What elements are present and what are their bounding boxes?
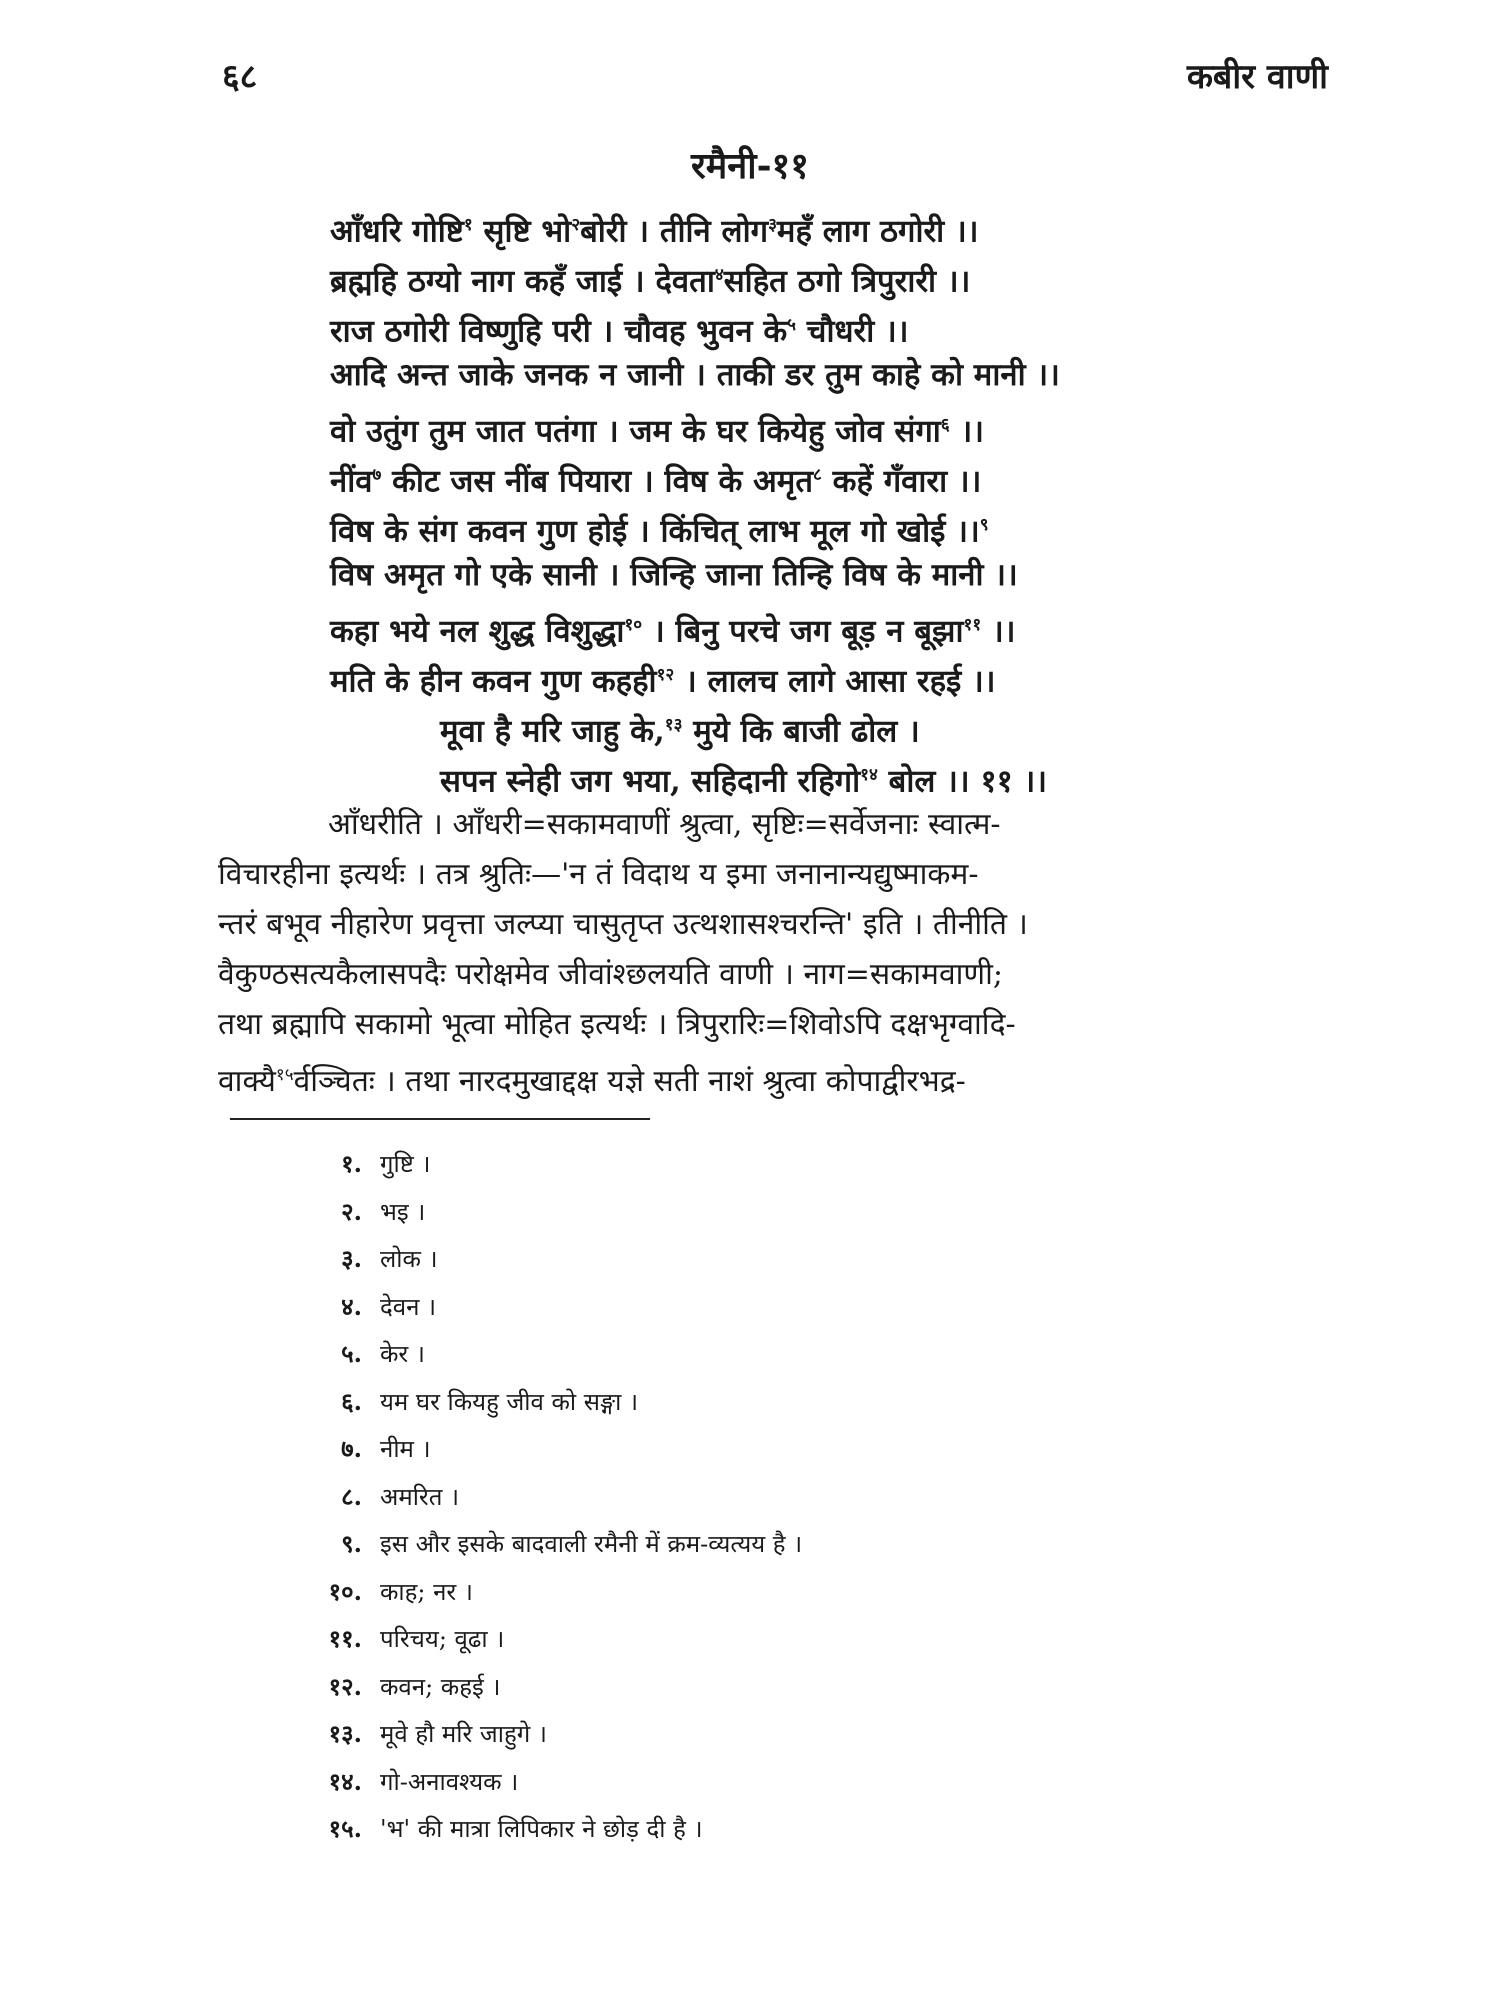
commentary-line: न्तरं बभूव नीहारेण प्रवृत्ता जल्प्या चासुतृप्त उत्थशासश्चरन्ति' इति । तीनीति । [218,907,1028,942]
footnote-item: ४. देवन । [341,1291,437,1321]
verse-block [330,200,1230,700]
commentary-line: वाक्यै$^{१५}$र्वञ्चितः । तथा नारदमुखाद्दक्ष यज्ञे सती नाशं श्रुत्वा कोपाद्वीरभद्र- [218,1064,966,1099]
footnote-item: ९. इस और इसके बादवाली रमैनी में क्रम-व्यत्यय है । [341,1529,803,1558]
verse-line: वो उतुंग तुम जात पतंगा । जम के घर कियेहु जोव संगा$^६$ ।। [330,413,984,450]
footnote-item: १२. कवन; कहई । [328,1671,501,1701]
commentary-line: वैकुण्ठसत्यकैलासपदैः परोक्षमेव जीवांश्छलयति वाणी । नाग=सकामवाणी; [218,957,1003,992]
footnote-item: २. भइ । [341,1196,426,1226]
running-head: कबीर वाणी [1186,57,1328,97]
footnote-item: १४. गो-अनावश्यक । [328,1766,519,1796]
footnote-item: १३. मूवे हौ मरि जाहुगे । [328,1719,547,1748]
page-number: ६८ [222,57,258,97]
commentary-line: आँधरीति । आँधरी=सकामवाणीं श्रुत्वा, सृष्टिः=सर्वेजनाः स्वात्म- [328,807,1001,842]
verse-line: आदि अन्त जाके जनक न जानी । ताकी डर तुम काहे को मानी ।। [330,357,1060,393]
doha-line: मूवा है मरि जाहु के,$^{१३}$ मुये कि बाजी ढोल । [440,713,920,750]
verse-line: राज ठगोरी विष्णुहि परी । चौवह भुवन के$^५$ चौधरी ।। [330,313,909,350]
footnote-item: १५. 'भ' की मात्रा लिपिकार ने छोड़ दी है । [328,1814,703,1843]
footnote-item: ७. नीम । [341,1434,431,1463]
doha-block [440,700,1240,800]
verse-line: विष के संग कवन गुण होई । किंचित् लाभ मूल गो खोई ।।$^९$ [330,513,989,550]
footnote-item: ६. यम घर कियहु जीव को सङ्गा । [341,1386,639,1416]
footnote-item: ३. लोक । [341,1244,438,1273]
footnote-item: ५. केर । [341,1339,425,1368]
verse-line: मति के हीन कवन गुण कहही$^{१२}$ । लालच लागे आसा रहई ।। [330,663,996,700]
verse-line: विष अमृत गो एके सानी । जिन्हि जाना तिन्हि विष के मानी ।। [330,557,1018,593]
footnote-divider [230,1118,650,1120]
verse-line: ब्रह्महि ठग्यो नाग कहँ जाई । देवता$^४$सहित ठगो त्रिपुरारी ।। [330,263,971,300]
footnote-item: ८. अमरित । [341,1481,460,1511]
doha-line: सपन स्नेही जग भया, सहिदानी रहिगो$^{१४}$ बोल ।। ११ ।। [440,763,1047,800]
verse-line: आँधरि गोष्टि$^१$ सृष्टि भो$^२$बोरी । तीनि लोग$^३$महँ लाग ठगोरी ।। [330,213,979,250]
verse-line: नींव$^७$ कीट जस नींब पियारा । विष के अमृत$^८$ कहें गँवारा ।। [330,463,982,500]
verse-line: कहा भये नल शुद्ध विशुद्धा$^{१०}$ । बिनु परचे जग बूड़ न बूझा$^{११}$ ।। [330,613,1016,650]
commentary-block [218,800,1308,1100]
footnote-item: १. गुष्टि । [341,1149,431,1178]
commentary-line: विचारहीना इत्यर्थः । तत्र श्रुतिः—'न तं विदाथ य इमा जनानान्यद्युष्माकम- [218,857,979,892]
footnote-list [290,1140,1190,1853]
commentary-line: तथा ब्रह्मापि सकामो भूत्वा मोहित इत्यर्थः । त्रिपुरारिः=शिवोऽपि दक्षभृग्वादि- [218,1007,1016,1042]
footnote-item: १०. काह; नर । [328,1576,473,1606]
footnote-item: ११. परिचय; वूढा । [328,1624,505,1653]
section-title: रमैनी-११ [691,145,809,187]
